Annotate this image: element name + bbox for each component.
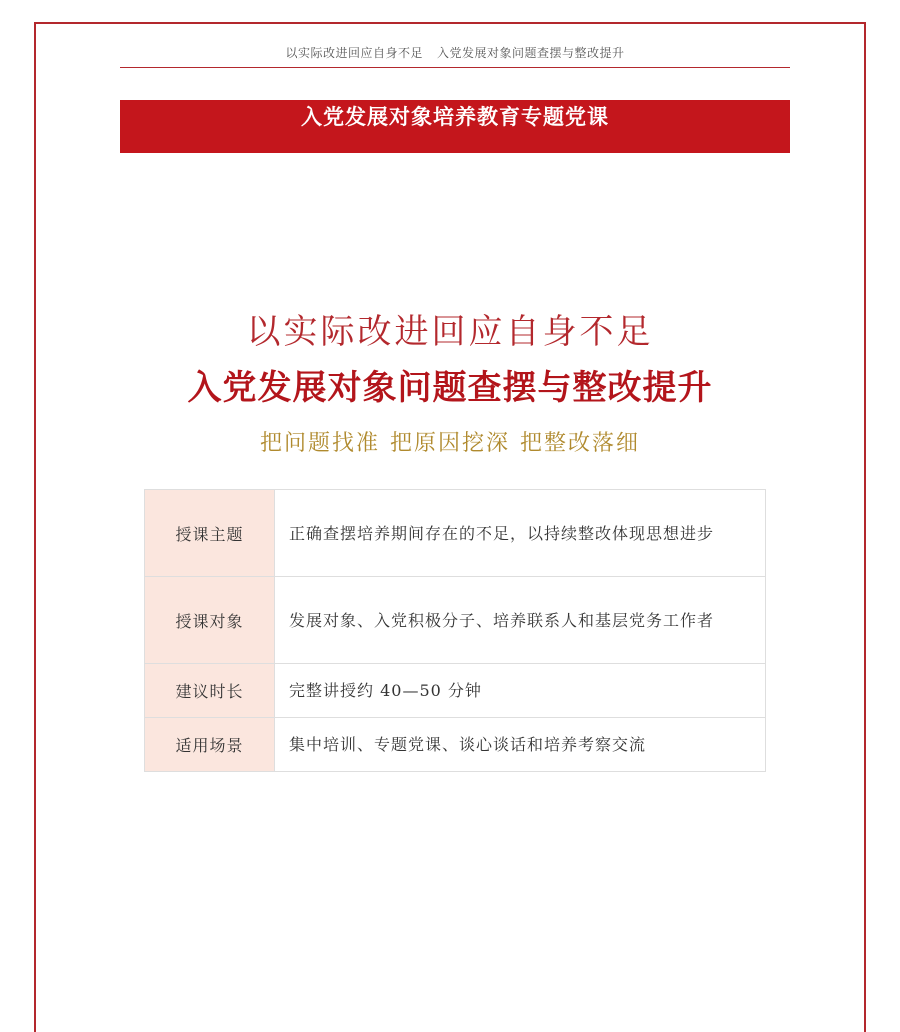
main-title-line2: 入党发展对象问题查摆与整改提升 xyxy=(187,368,713,408)
row-value: 正确查摆培养期间存在的不足，以持续整改体现思想进步 xyxy=(275,490,766,577)
header-divider xyxy=(120,67,790,68)
row-label: 授课对象 xyxy=(145,577,275,664)
table-row xyxy=(145,664,766,718)
subtitle-part: 把原因挖深 xyxy=(389,431,510,456)
info-table xyxy=(144,489,766,772)
row-value: 发展对象、入党积极分子、培养联系人和基层党务工作者 xyxy=(275,577,766,664)
row-label: 适用场景 xyxy=(145,718,275,772)
table-row xyxy=(145,490,766,577)
subtitle-part: 把问题找准 xyxy=(259,431,380,456)
row-label: 授课主题 xyxy=(145,490,275,577)
subtitle xyxy=(0,426,900,457)
table-row xyxy=(145,718,766,772)
running-header-right: 入党发展对象问题查摆与整改提升 xyxy=(437,46,625,60)
running-header-left: 以实际改进回应自身不足 xyxy=(285,46,423,60)
table-row xyxy=(145,577,766,664)
row-value: 集中培训、专题党课、谈心谈话和培养考察交流 xyxy=(275,718,766,772)
banner xyxy=(120,100,790,153)
main-title-line1: 以实际改进回应自身不足 xyxy=(246,312,654,352)
subtitle-part: 把整改落细 xyxy=(520,431,641,456)
banner-title: 入党发展对象培养教育专题党课 xyxy=(301,105,609,129)
row-value: 完整讲授约 40—50 分钟 xyxy=(275,664,766,718)
row-label: 建议时长 xyxy=(145,664,275,718)
running-header xyxy=(120,44,790,61)
